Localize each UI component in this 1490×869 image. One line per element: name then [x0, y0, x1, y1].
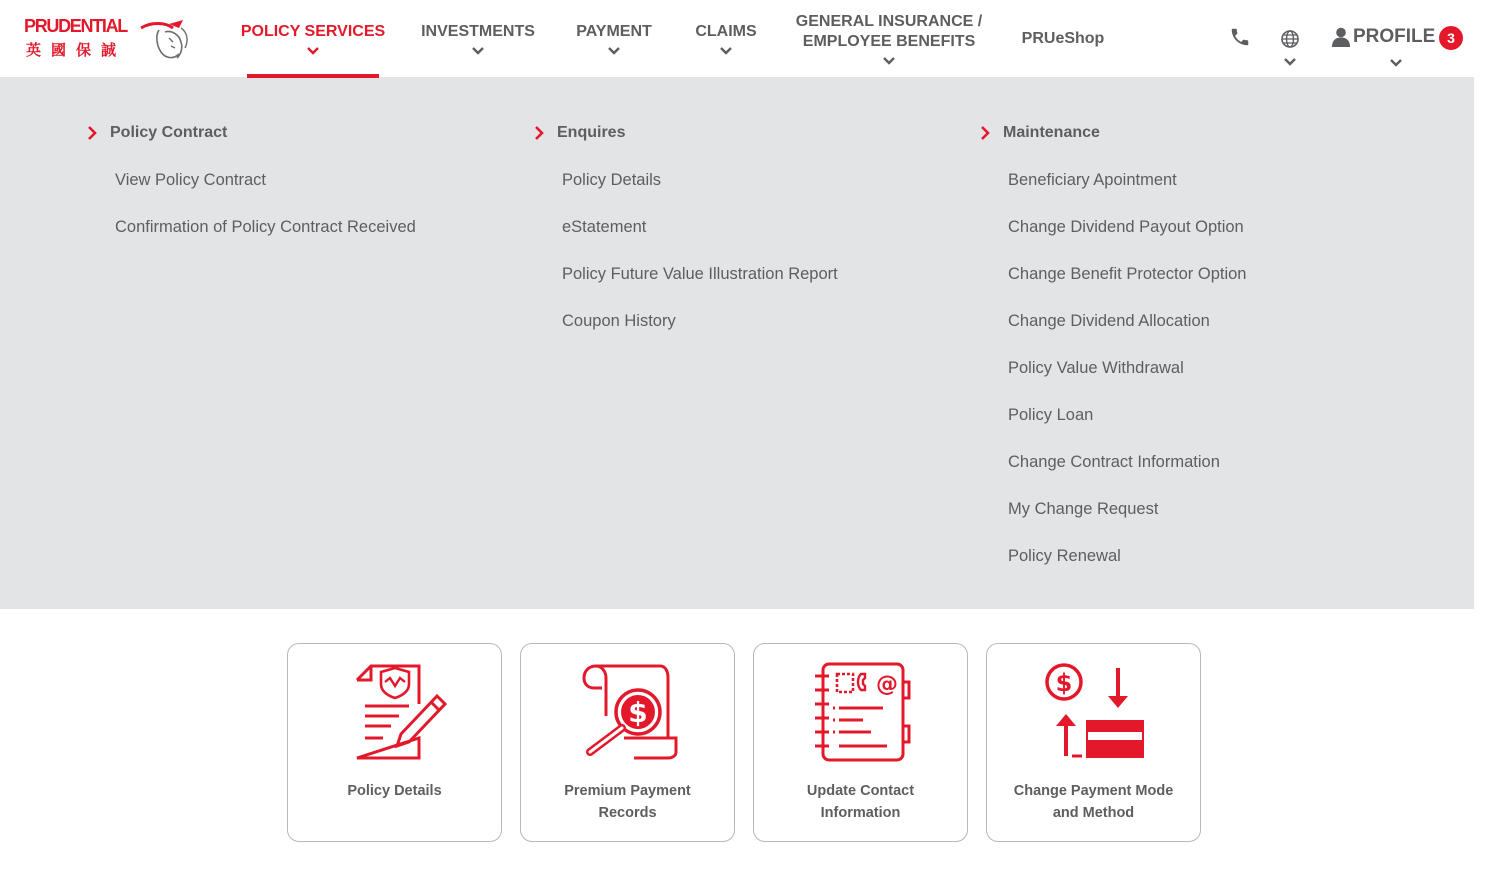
nav-label: CLAIMS [695, 23, 757, 40]
menu-link-policy-value-withdrawal[interactable]: Policy Value Withdrawal [1008, 359, 1184, 377]
nav-label: POLICY SERVICES [240, 23, 386, 40]
menu-link-coupon-history[interactable]: Coupon History [562, 312, 676, 330]
tile-label [531, 780, 724, 824]
tile-change-payment-mode[interactable] [986, 643, 1201, 842]
nav-investments[interactable] [420, 0, 536, 78]
tile-label-line1: Premium Payment [564, 783, 691, 799]
payment-records-icon [576, 660, 680, 764]
nav-label: PRUeShop [1021, 30, 1105, 47]
svg-text:$: $ [1055, 669, 1072, 697]
logo-chinese-text: 英國保誠 [26, 41, 127, 59]
chevron-down-icon [471, 46, 485, 56]
menu-link-change-benefit-protector[interactable]: Change Benefit Protector Option [1008, 265, 1247, 283]
chevron-down-icon [306, 46, 320, 56]
tile-label-line1: Change Payment Mode [1013, 783, 1174, 799]
chevron-down-icon [719, 46, 733, 56]
chevron-down-icon [1283, 57, 1297, 67]
prudential-logo[interactable] [24, 16, 192, 64]
nav-label-line1: GENERAL INSURANCE / [795, 13, 983, 30]
menu-link-change-contract-information[interactable]: Change Contract Information [1008, 453, 1220, 471]
menu-link-beneficiary-appointment[interactable]: Beneficiary Apointment [1008, 171, 1177, 189]
menu-link-future-value-report[interactable]: Policy Future Value Illustration Report [562, 265, 838, 283]
heading-label: Maintenance [1003, 124, 1100, 141]
policy-document-icon [343, 660, 447, 764]
menu-link-policy-renewal[interactable]: Policy Renewal [1008, 547, 1121, 565]
menu-column-heading [533, 122, 838, 144]
tile-label-line1: Update Contact [806, 783, 915, 799]
menu-column-enquires [533, 122, 838, 358]
profile-label: PROFILE [1353, 26, 1436, 47]
chevron-down-icon [607, 46, 621, 56]
profile-menu[interactable] [1332, 26, 1435, 48]
phone-button[interactable] [1229, 26, 1251, 53]
nav-general-insurance[interactable] [794, 0, 984, 78]
nav-claims[interactable] [693, 0, 759, 78]
tile-label-line2: Records [598, 805, 657, 821]
tile-label [298, 780, 491, 802]
menu-link-policy-details[interactable]: Policy Details [562, 171, 662, 189]
language-button[interactable] [1280, 29, 1300, 54]
nav-label: INVESTMENTS [421, 23, 535, 40]
menu-column-heading [86, 122, 416, 144]
tile-policy-details[interactable] [287, 643, 502, 842]
contact-book-icon [809, 660, 913, 764]
nav-prueshop[interactable] [1018, 0, 1108, 78]
chevron-right-icon [533, 125, 545, 141]
tile-premium-payment-records[interactable] [520, 643, 735, 842]
menu-link-change-dividend-allocation[interactable]: Change Dividend Allocation [1008, 312, 1210, 330]
chevron-down-icon [1389, 58, 1403, 68]
svg-text:$: $ [627, 696, 648, 729]
heading-label: Enquires [557, 124, 626, 141]
tile-label-line2: Information [820, 805, 901, 821]
chevron-down-icon [882, 56, 896, 66]
heading-label: Policy Contract [110, 124, 228, 141]
phone-icon [1229, 26, 1251, 48]
nav-payment[interactable] [574, 0, 654, 78]
tile-label-line1: Policy Details [347, 783, 442, 799]
globe-icon [1280, 29, 1300, 49]
policy-services-dropdown [0, 78, 1474, 609]
svg-text:@: @ [875, 672, 898, 697]
menu-column-heading [979, 122, 1246, 144]
menu-link-my-change-request[interactable]: My Change Request [1008, 500, 1159, 518]
logo-wordmark: PRUDENTIAL [24, 16, 127, 36]
payment-transfer-icon [1042, 660, 1146, 764]
menu-column-policy-contract [86, 122, 416, 264]
top-navigation-bar [0, 0, 1474, 78]
nav-label: PAYMENT [576, 23, 652, 40]
chevron-right-icon [86, 125, 98, 141]
tile-label [764, 780, 957, 824]
notification-badge: 3 [1439, 26, 1463, 50]
nav-policy-services[interactable] [240, 0, 386, 78]
nav-label-line2: EMPLOYEE BENEFITS [802, 33, 976, 50]
menu-link-change-dividend-payout[interactable]: Change Dividend Payout Option [1008, 218, 1244, 236]
chevron-right-icon [979, 125, 991, 141]
menu-link-view-policy-contract[interactable]: View Policy Contract [115, 171, 267, 189]
prudence-head-icon [139, 18, 191, 62]
menu-column-maintenance [979, 122, 1246, 593]
tile-label-line2: and Method [1052, 805, 1135, 821]
menu-link-confirmation-of-policy-contract[interactable]: Confirmation of Policy Contract Received [115, 218, 416, 236]
menu-link-policy-loan[interactable]: Policy Loan [1008, 406, 1094, 424]
tile-label [997, 780, 1190, 824]
user-icon [1332, 27, 1350, 47]
menu-link-estatement[interactable]: eStatement [562, 218, 647, 236]
tile-update-contact-information[interactable] [753, 643, 968, 842]
